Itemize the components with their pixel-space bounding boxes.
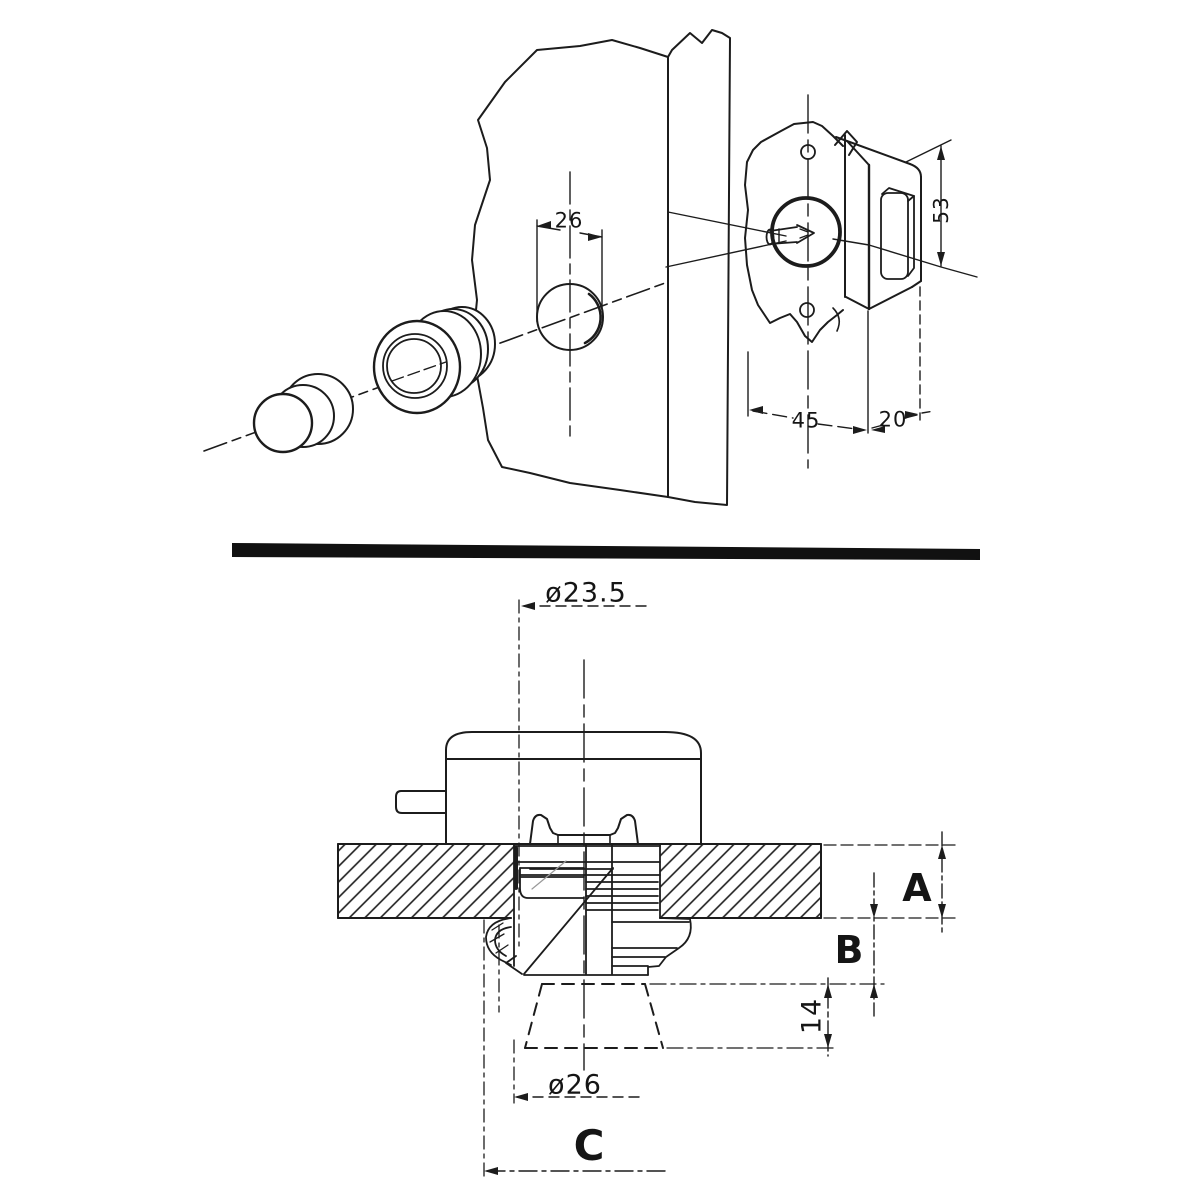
latch-rosette — [772, 198, 840, 266]
dim-45-label: 45 — [791, 408, 821, 433]
push-button — [254, 374, 353, 452]
dim-bezel-dia-label: ø23.5 — [545, 577, 627, 609]
dim-hole-26-label: 26 — [554, 208, 584, 233]
section-view — [338, 600, 955, 1180]
dim-c-label: C — [573, 1121, 605, 1170]
latch-flange-curl — [833, 308, 839, 331]
dim-b — [870, 873, 878, 1016]
dim-a — [938, 832, 946, 932]
strike-slot — [881, 188, 914, 279]
projection-line-upper — [668, 212, 786, 236]
latch-body-section — [396, 732, 701, 844]
dim-20-label: 20 — [878, 407, 908, 432]
bezel-ring — [374, 307, 495, 413]
latch-body-tab — [396, 791, 446, 813]
dim-b-label: B — [834, 928, 864, 972]
panel-side-face — [668, 30, 730, 505]
button-mechanism-section — [486, 844, 691, 975]
latch-flange — [745, 122, 843, 342]
dim-hole-dia-label: ø26 — [548, 1069, 602, 1101]
exploded-view — [204, 30, 977, 505]
projection-line-lower — [666, 241, 786, 267]
divider-bar — [232, 543, 980, 560]
panel-hatch-right — [660, 844, 821, 918]
dim-53-label: 53 — [929, 196, 953, 224]
axis-extension-line — [833, 239, 977, 277]
release-cone-dashed — [525, 984, 663, 1048]
screw-hole-bottom — [800, 303, 814, 317]
dim-14-label: 14 — [796, 997, 828, 1035]
dim-a-label: A — [902, 866, 932, 910]
panel-hatch-left — [338, 844, 514, 918]
